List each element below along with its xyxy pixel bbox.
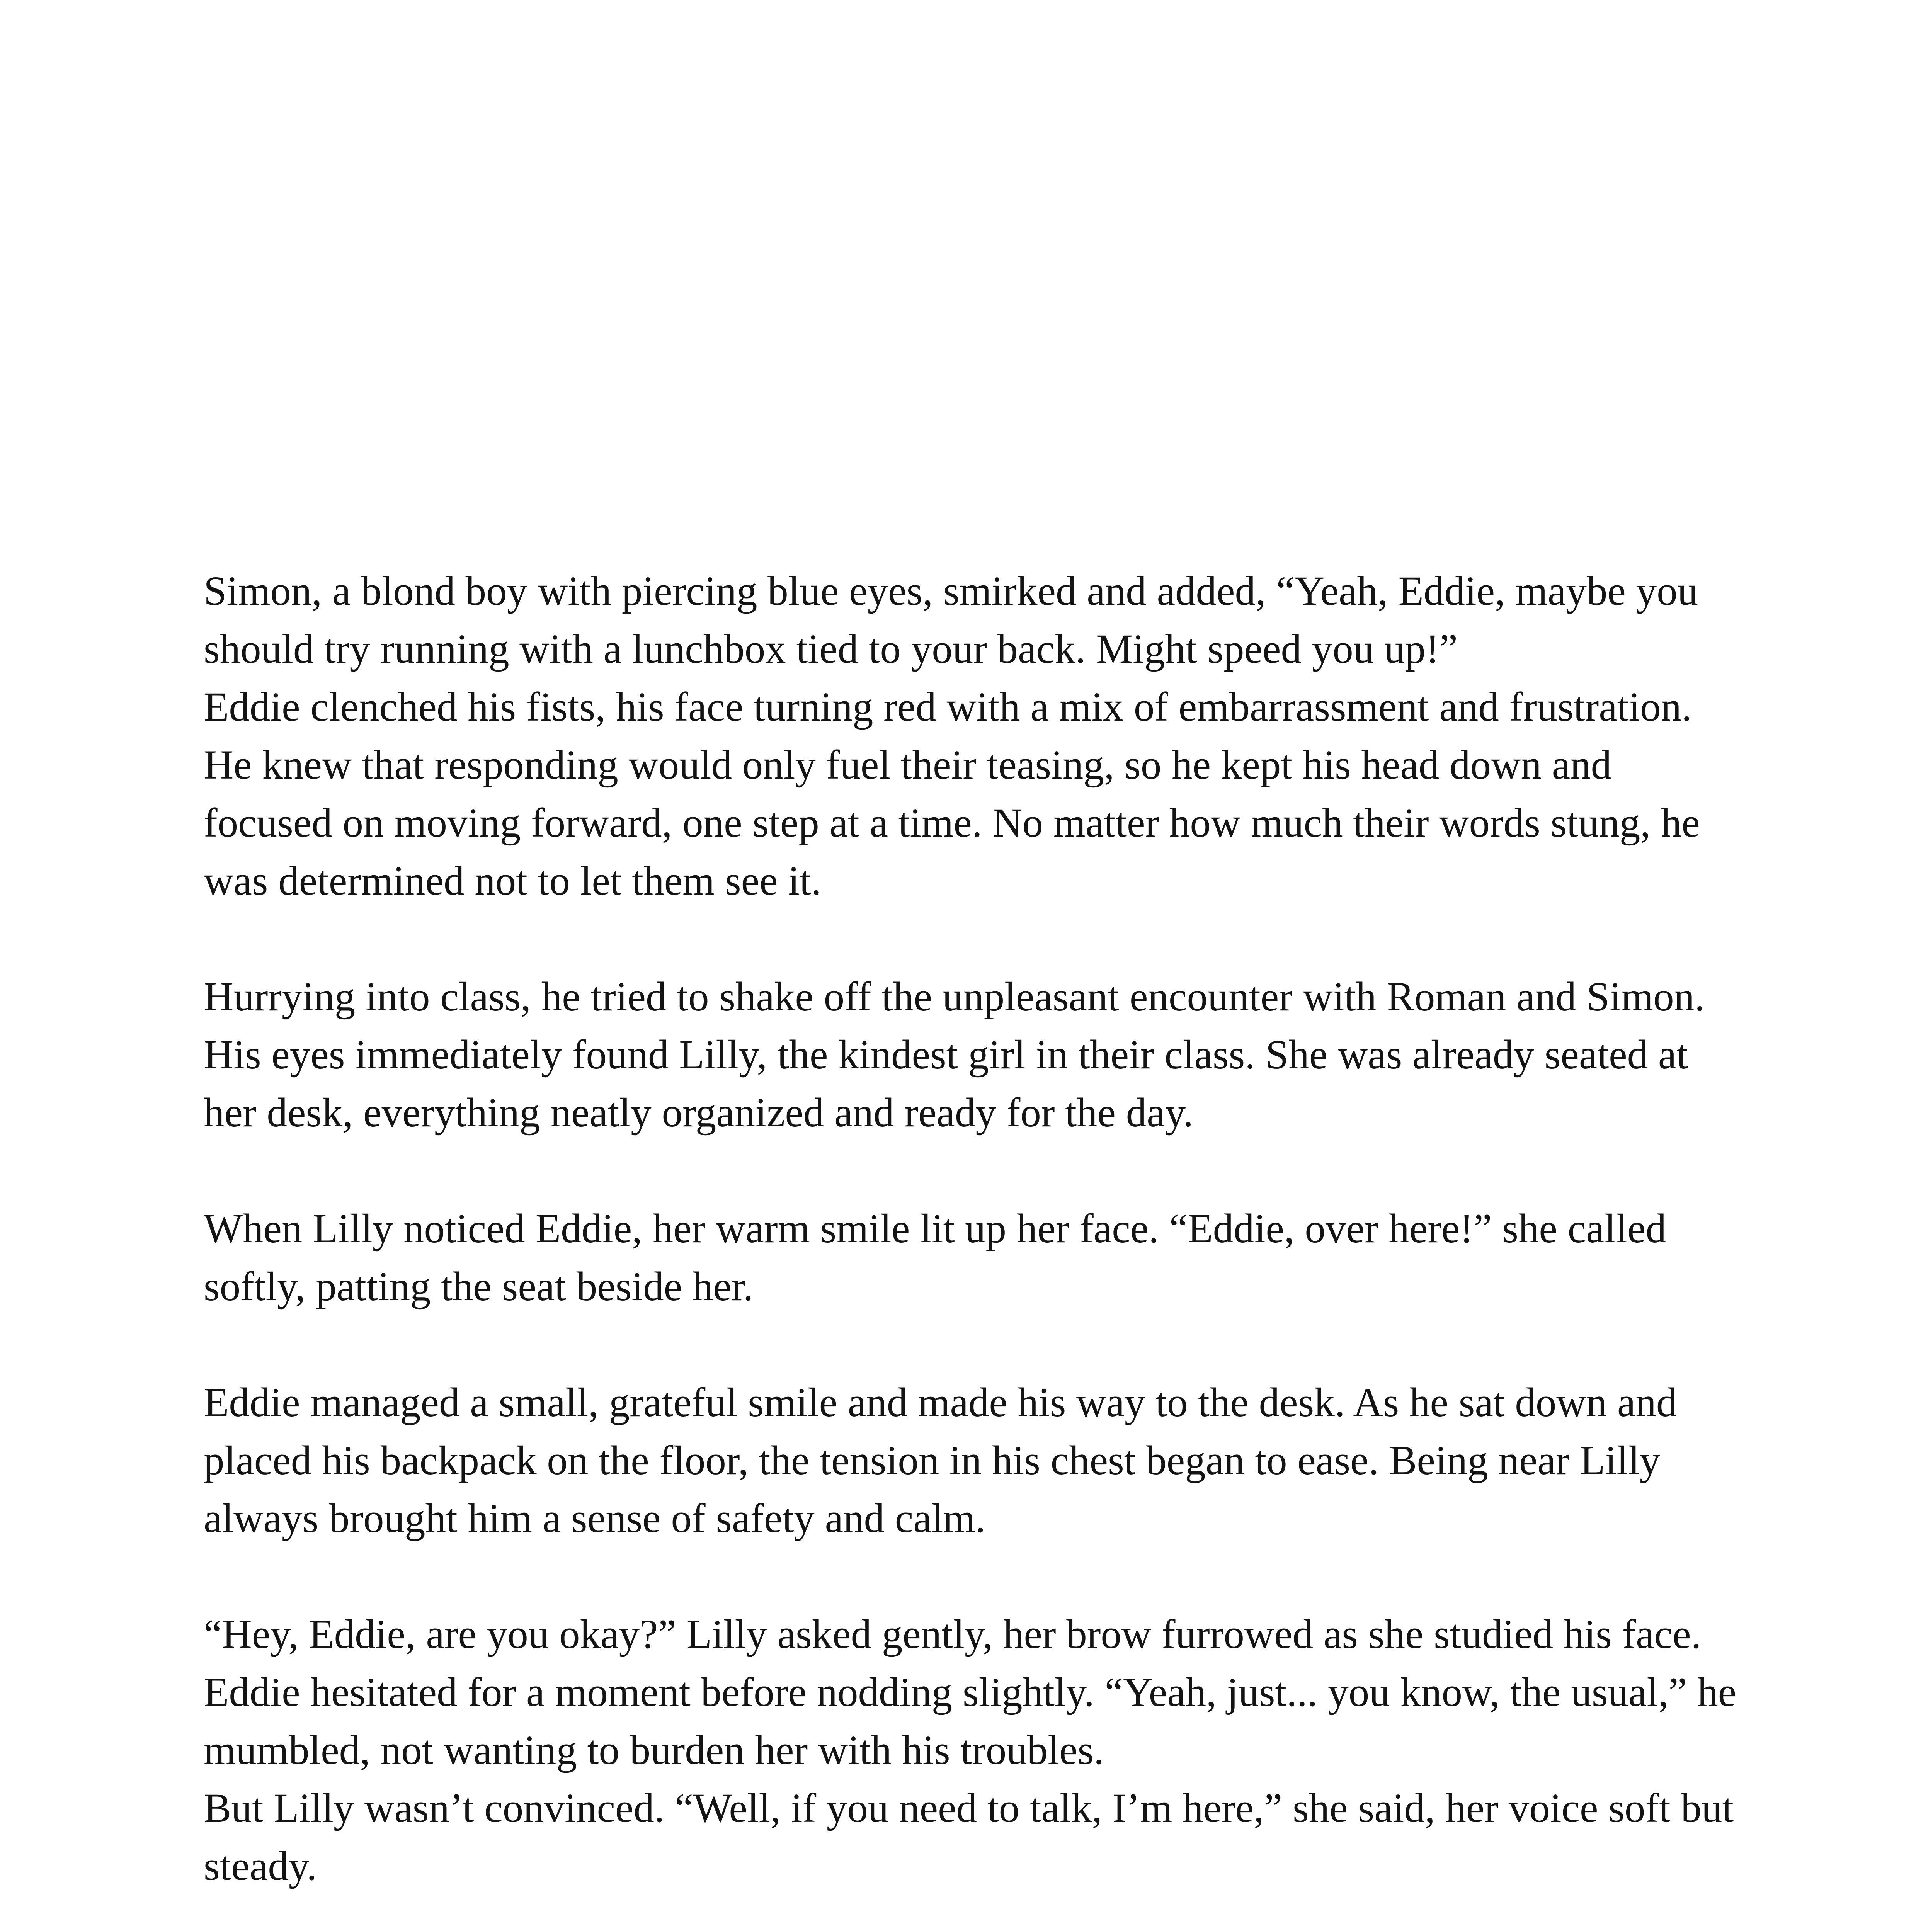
story-text: [204, 562, 1746, 1932]
paragraph: When Lilly noticed Eddie, her warm smile lit up her face. “Eddie, over here!” she called softly, patting the seat beside her.: [204, 1206, 1667, 1310]
paragraph: “Hey, Eddie, are you okay?” Lilly asked gently, her brow furrowed as she studied his face.: [204, 1612, 1702, 1657]
paragraph: Eddie hesitated for a moment before nodding slightly. “Yeah, just... you know, the usual,” he mumbled, not wanting to burden her with his troubles.: [204, 1670, 1737, 1773]
paragraph: But Lilly wasn’t convinced. “Well, if you need to talk, I’m here,” she said, her voice soft but steady.: [204, 1786, 1734, 1889]
paragraph: Eddie managed a small, grateful smile and made his way to the desk. As he sat down and placed his backpack on the floor, the tension in his chest began to ease. Being near Lilly always brought him a sense of safety and calm.: [204, 1380, 1677, 1541]
paragraph: Hurrying into class, he tried to shake off the unpleasant encounter with Roman and Simon. His eyes immediately found Lilly, the kindest girl in their class. She was already seated at her desk, everything neatly organized and ready for the day.: [204, 974, 1705, 1136]
paragraph: Simon, a blond boy with piercing blue eyes, smirked and added, “Yeah, Eddie, maybe you should try running with a lunchbox tied to your back. Might speed you up!”: [204, 568, 1698, 672]
paragraph: Eddie clenched his fists, his face turning red with a mix of embarrassment and frustration. He knew that responding would only fuel their teasing, so he kept his head down and focused on moving forward, one step at a time. No matter how much their words stung, he was determined not to let them see it.: [204, 684, 1700, 904]
